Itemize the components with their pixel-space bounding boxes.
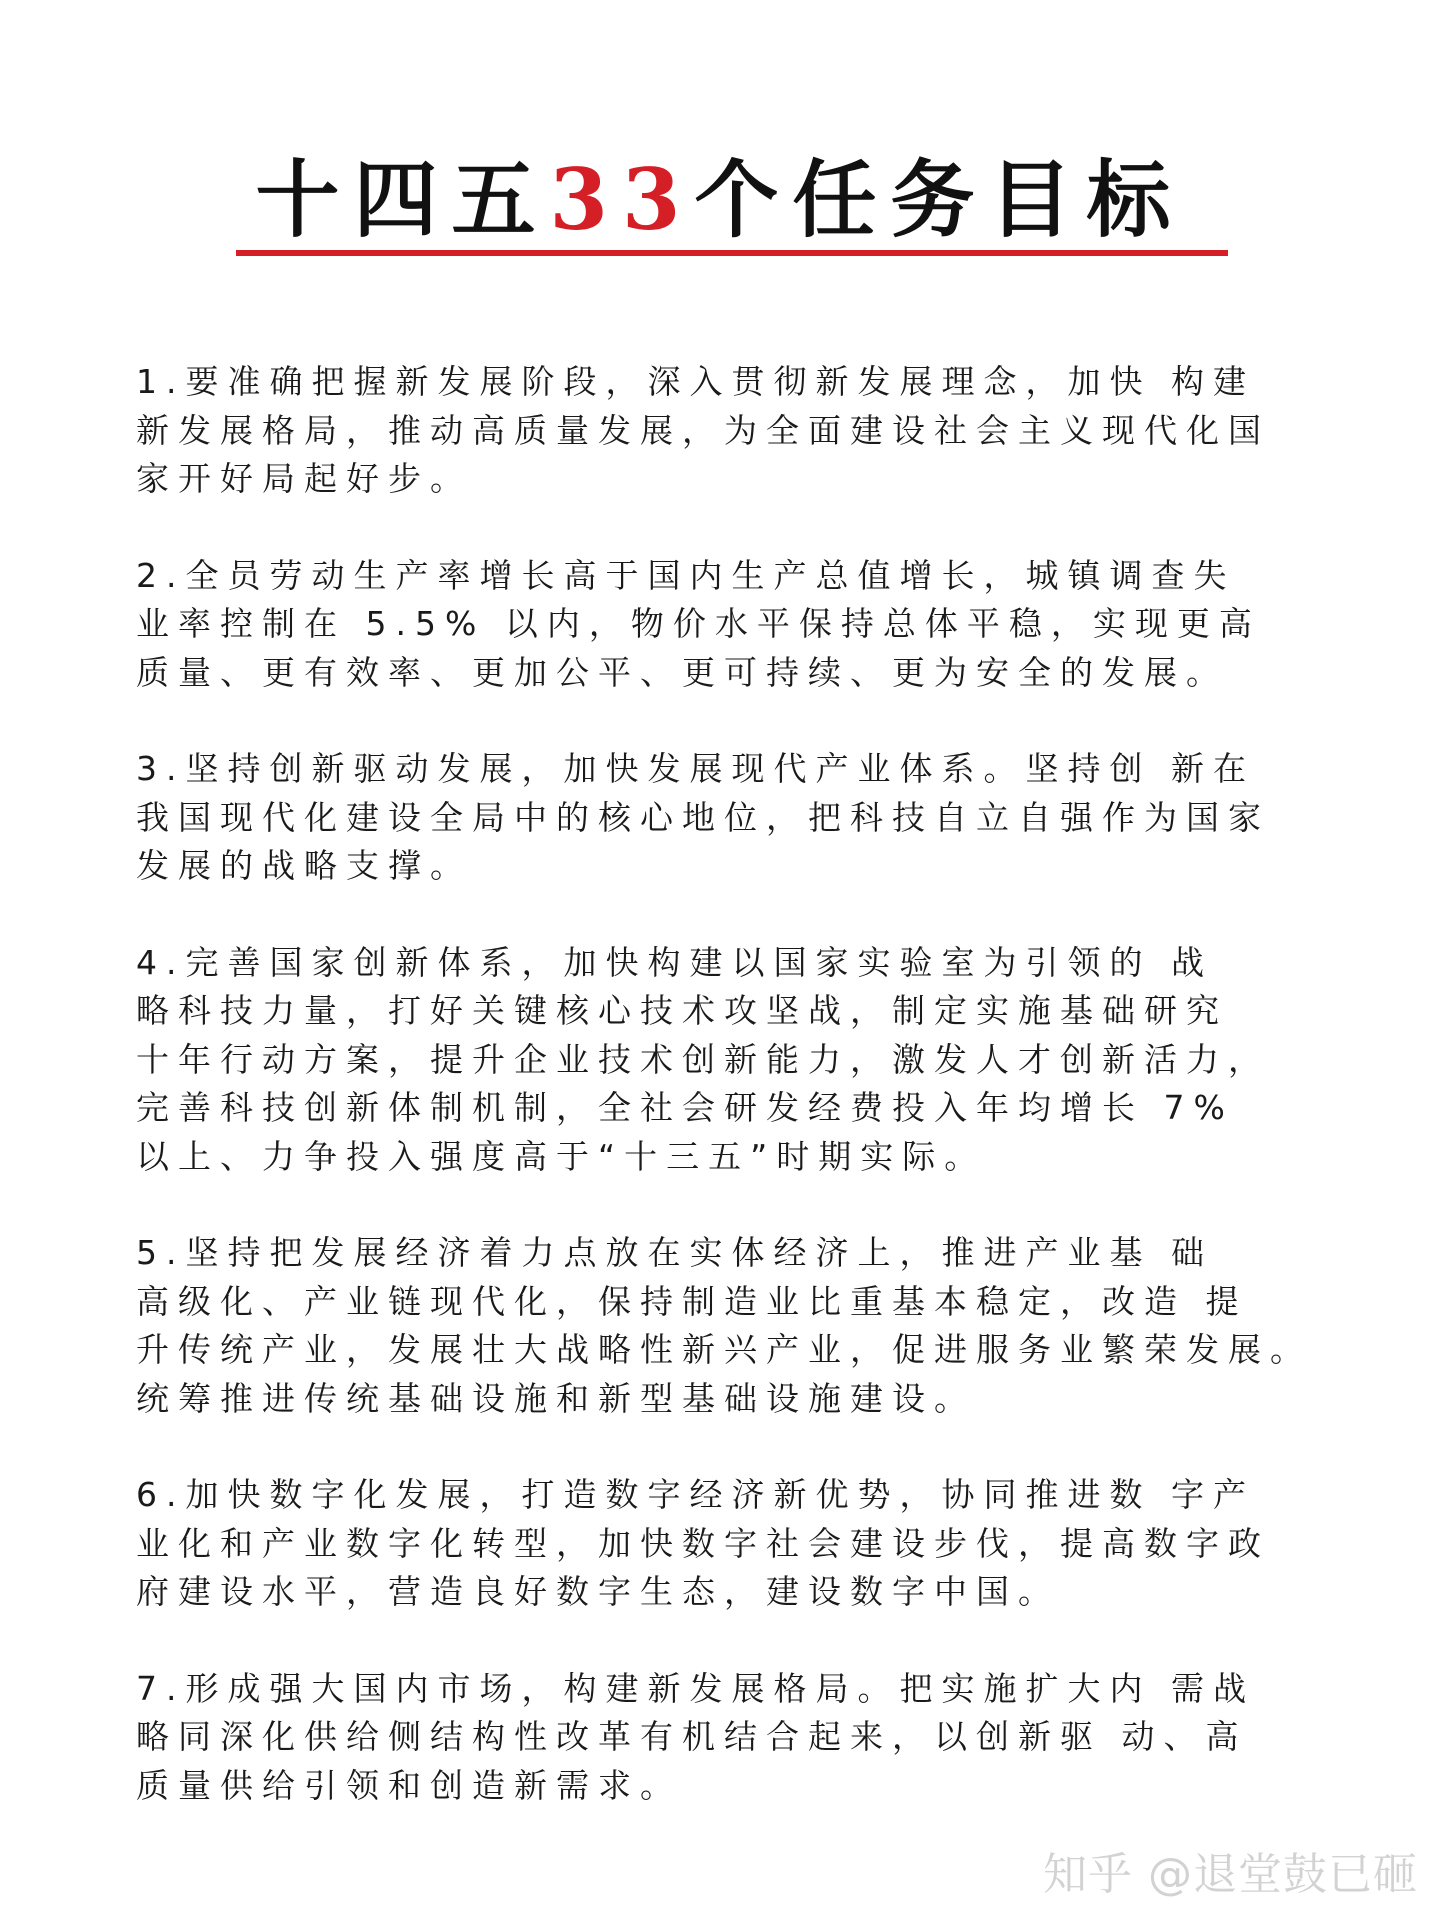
task-list bbox=[136, 358, 1380, 1858]
zhihu-watermark: 知乎 @退堂鼓已砸 bbox=[1043, 1849, 1418, 1900]
page-title bbox=[0, 150, 1440, 250]
task-item-4: 4.完善国家创新体系，加快构建以国家实验室为引领的 战 略科技力量，打好关键核心技术攻坚战，制定实施基础研究 十年行动方案，提升企业技术创新能力，激发人才创新活力， 完善科技创新体制机制，全社会研发经费投入年均增长 7% 以上、力争投入强度高于“十三五”时期实际。 bbox=[136, 942, 1270, 1176]
task-item-7: 7.形成强大国内市场，构建新发展格局。把实施扩大内 需战 略同深化供给侧结构性改革有机结合起来，以创新驱 动、高 质量供给引领和创造新需求。 bbox=[136, 1668, 1255, 1805]
task-item-6: 6.加快数字化发展，打造数字经济新优势，协同推进数 字产 业化和产业数字化转型，加快数字社会建设步伐，提高数字政 府建设水平，营造良好数字生态，建设数字中国。 bbox=[136, 1475, 1270, 1611]
task-item-5: 5.坚持把发展经济着力点放在实体经济上，推进产业基 础 高级化、产业链现代化，保持制造业比重基本稳定，改造 提 升传统产业，发展壮大战略性新兴产业，促进服务业繁荣发展。 统筹推进传统基础设施和新型基础设施建设。 bbox=[136, 1233, 1312, 1418]
title-prefix: 十四五 bbox=[255, 150, 550, 249]
title-number: 33 bbox=[549, 150, 695, 249]
title-suffix: 个任务目标 bbox=[694, 150, 1185, 249]
title-underline-divider bbox=[236, 250, 1228, 256]
task-item-3: 3.坚持创新驱动发展，加快发展现代产业体系。坚持创 新在 我国现代化建设全局中的核心地位，把科技自立自强作为国家 发展的战略支撑。 bbox=[136, 749, 1270, 885]
task-item-1: 1.要准确把握新发展阶段，深入贯彻新发展理念，加快 构建 新发展格局，推动高质量发展，为全面建设社会主义现代化国 家开好局起好步。 bbox=[136, 362, 1270, 498]
task-item-2: 2.全员劳动生产率增长高于国内生产总值增长，城镇调查失 业率控制在 5.5% 以内，物价水平保持总体平稳，实现更高 质量、更有效率、更加公平、更可持续、更为安全的发展。 bbox=[136, 555, 1261, 692]
